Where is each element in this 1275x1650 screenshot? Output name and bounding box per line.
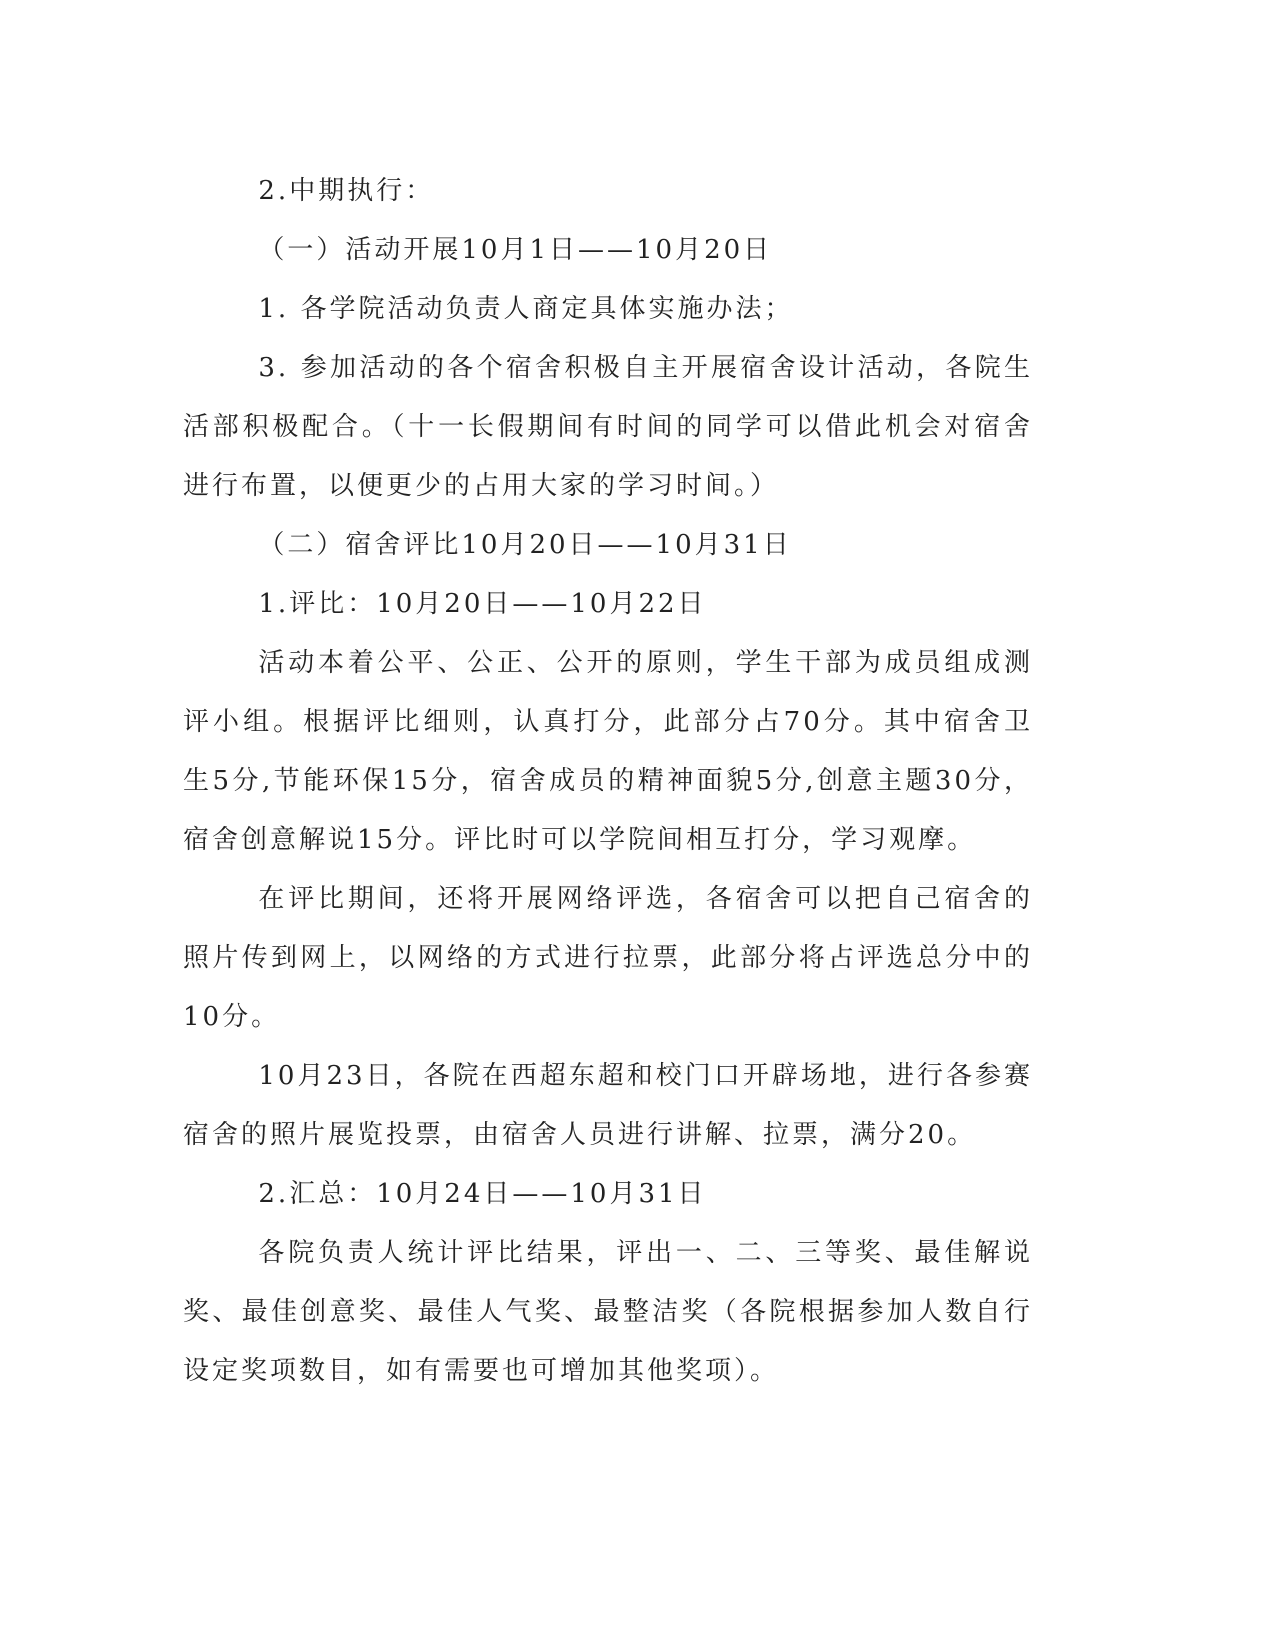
subsection-heading-activity: （一）活动开展10月1日——10月20日 [258, 235, 773, 265]
paragraph-item-3: 3. 参加活动的各个宿舍积极自主开展宿舍设计活动，各院生活部积极配合。（十一长假期间有时间的同学可以借此机会对宿舍进行布置，以便更少的占用大家的学习时间。） [183, 353, 1033, 501]
paragraph-summary-dates: 2.汇总：10月24日——10月31日 [258, 1179, 707, 1209]
paragraph-awards: 各院负责人统计评比结果，评出一、二、三等奖、最佳解说奖、最佳创意奖、最佳人气奖、最整洁奖（各院根据参加人数自行设定奖项数目，如有需要也可增加其他奖项）。 [183, 1238, 1033, 1386]
subsection-heading-evaluation: （二）宿舍评比10月20日——10月31日 [258, 530, 792, 560]
paragraph-item-1: 1. 各学院活动负责人商定具体实施办法； [258, 294, 794, 324]
section-heading-mid-execution: 2.中期执行： [258, 176, 435, 206]
paragraph-evaluation-dates: 1.评比：10月20日——10月22日 [258, 589, 707, 619]
paragraph-online-voting: 在评比期间，还将开展网络评选，各宿舍可以把自己宿舍的照片传到网上，以网络的方式进行拉票，此部分将占评选总分中的10分。 [183, 884, 1033, 1032]
paragraph-photo-exhibition: 10月23日，各院在西超东超和校门口开辟场地，进行各参赛宿舍的照片展览投票，由宿舍人员进行讲解、拉票，满分20。 [183, 1061, 1033, 1150]
paragraph-evaluation-rules: 活动本着公平、公正、公开的原则，学生干部为成员组成测评小组。根据评比细则，认真打分，此部分占70分。其中宿舍卫生5分,节能环保15分，宿舍成员的精神面貌5分,创意主题30分，宿舍创意解说15分。评比时可以学院间相互打分，学习观摩。 [183, 648, 1033, 855]
document-body [183, 162, 1033, 1401]
